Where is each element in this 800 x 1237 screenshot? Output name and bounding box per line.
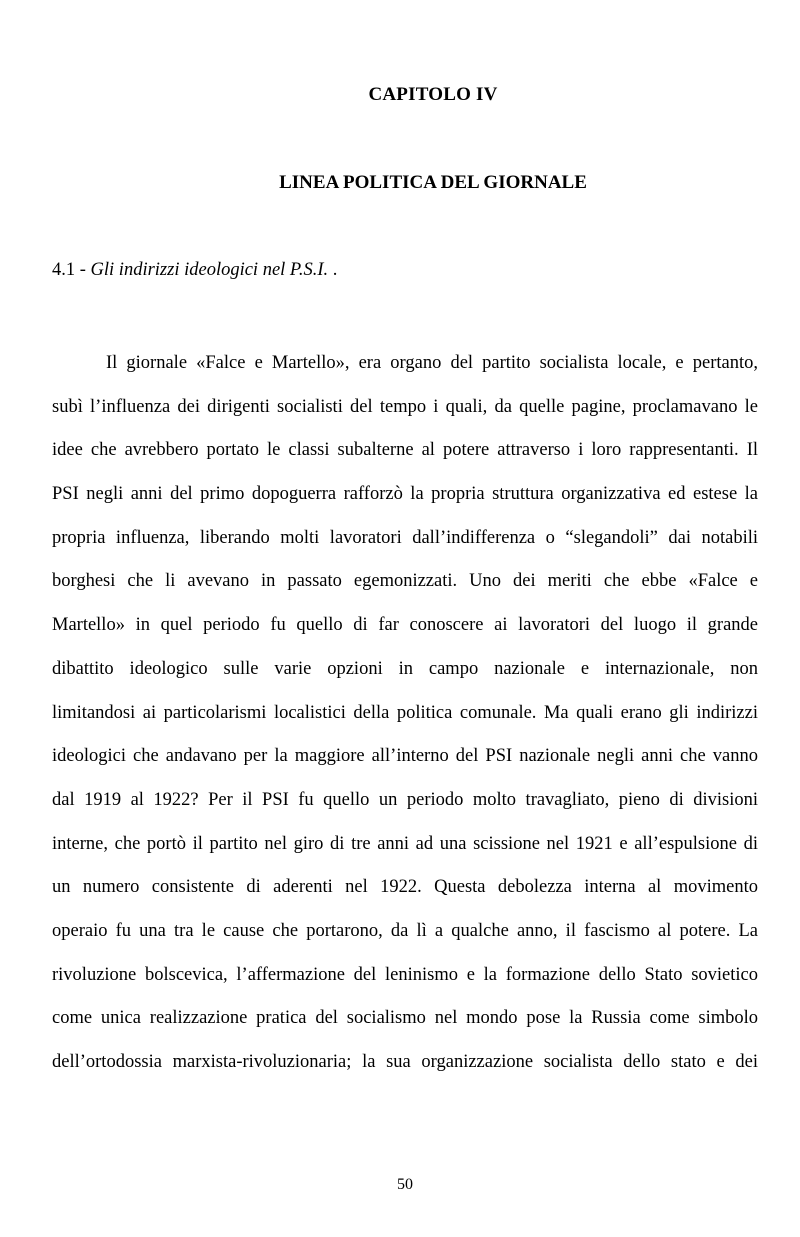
- section-title: Gli indirizzi ideologici nel P.S.I.: [90, 260, 329, 280]
- paragraph-line: come unica realizzazione pratica del socialismo nel mondo pose la Russia come simbolo: [52, 1008, 758, 1029]
- paragraph-line: Martello» in quel periodo fu quello di far conoscere ai lavoratori del luogo il grande: [52, 615, 758, 636]
- paragraph-line: idee che avrebbero portato le classi subalterne al potere attraverso i loro rappresentanti. Il: [52, 440, 758, 461]
- page-number: 50: [397, 1176, 413, 1193]
- paragraph-line: Il giornale «Falce e Martello», era organo del partito socialista locale, e pertanto,: [106, 353, 758, 373]
- paragraph-line: borghesi che li avevano in passato egemonizzati. Uno dei meriti che ebbe «Falce e: [52, 571, 758, 592]
- paragraph-line: propria influenza, liberando molti lavoratori dall’indifferenza o “slegandoli” dai notabili: [52, 527, 758, 548]
- section-heading: [52, 260, 337, 281]
- paragraph-line: rivoluzione bolscevica, l’affermazione del leninismo e la formazione dello Stato sovietico: [52, 964, 758, 985]
- body-paragraph: [52, 342, 758, 1085]
- paragraph-line: ideologici che andavano per la maggiore all’interno del PSI nazionale negli anni che vanno: [52, 746, 758, 767]
- chapter-label: CAPITOLO IV: [368, 84, 498, 105]
- paragraph-line: operaio fu una tra le cause che portarono, da lì a qualche anno, il fascismo al potere. La: [52, 920, 758, 941]
- section-number: 4.1 -: [52, 260, 91, 280]
- section-suffix: .: [328, 260, 338, 280]
- paragraph-line: PSI negli anni del primo dopoguerra rafforzò la propria struttura organizzativa ed estese la: [52, 484, 758, 505]
- paragraph-line: dal 1919 al 1922? Per il PSI fu quello un periodo molto travagliato, pieno di divisioni: [52, 789, 758, 810]
- paragraph-line: un numero consistente di aderenti nel 1922. Questa debolezza interna al movimento: [52, 877, 758, 898]
- paragraph-line: interne, che portò il partito nel giro di tre anni ad una scissione nel 1921 e all’espulsione di: [52, 833, 758, 854]
- paragraph-line: subì l’influenza dei dirigenti socialisti del tempo i quali, da quelle pagine, proclamavano le: [52, 396, 758, 417]
- paragraph-line: dell’ortodossia marxista-rivoluzionaria; la sua organizzazione socialista dello stato e dei: [52, 1052, 758, 1072]
- paragraph-line: dibattito ideologico sulle varie opzioni in campo nazionale e internazionale, non: [52, 658, 758, 679]
- paragraph-line: limitandosi ai particolarismi localistici della politica comunale. Ma quali erano gli indirizzi: [52, 702, 758, 723]
- chapter-title: LINEA POLITICA DEL GIORNALE: [279, 172, 587, 193]
